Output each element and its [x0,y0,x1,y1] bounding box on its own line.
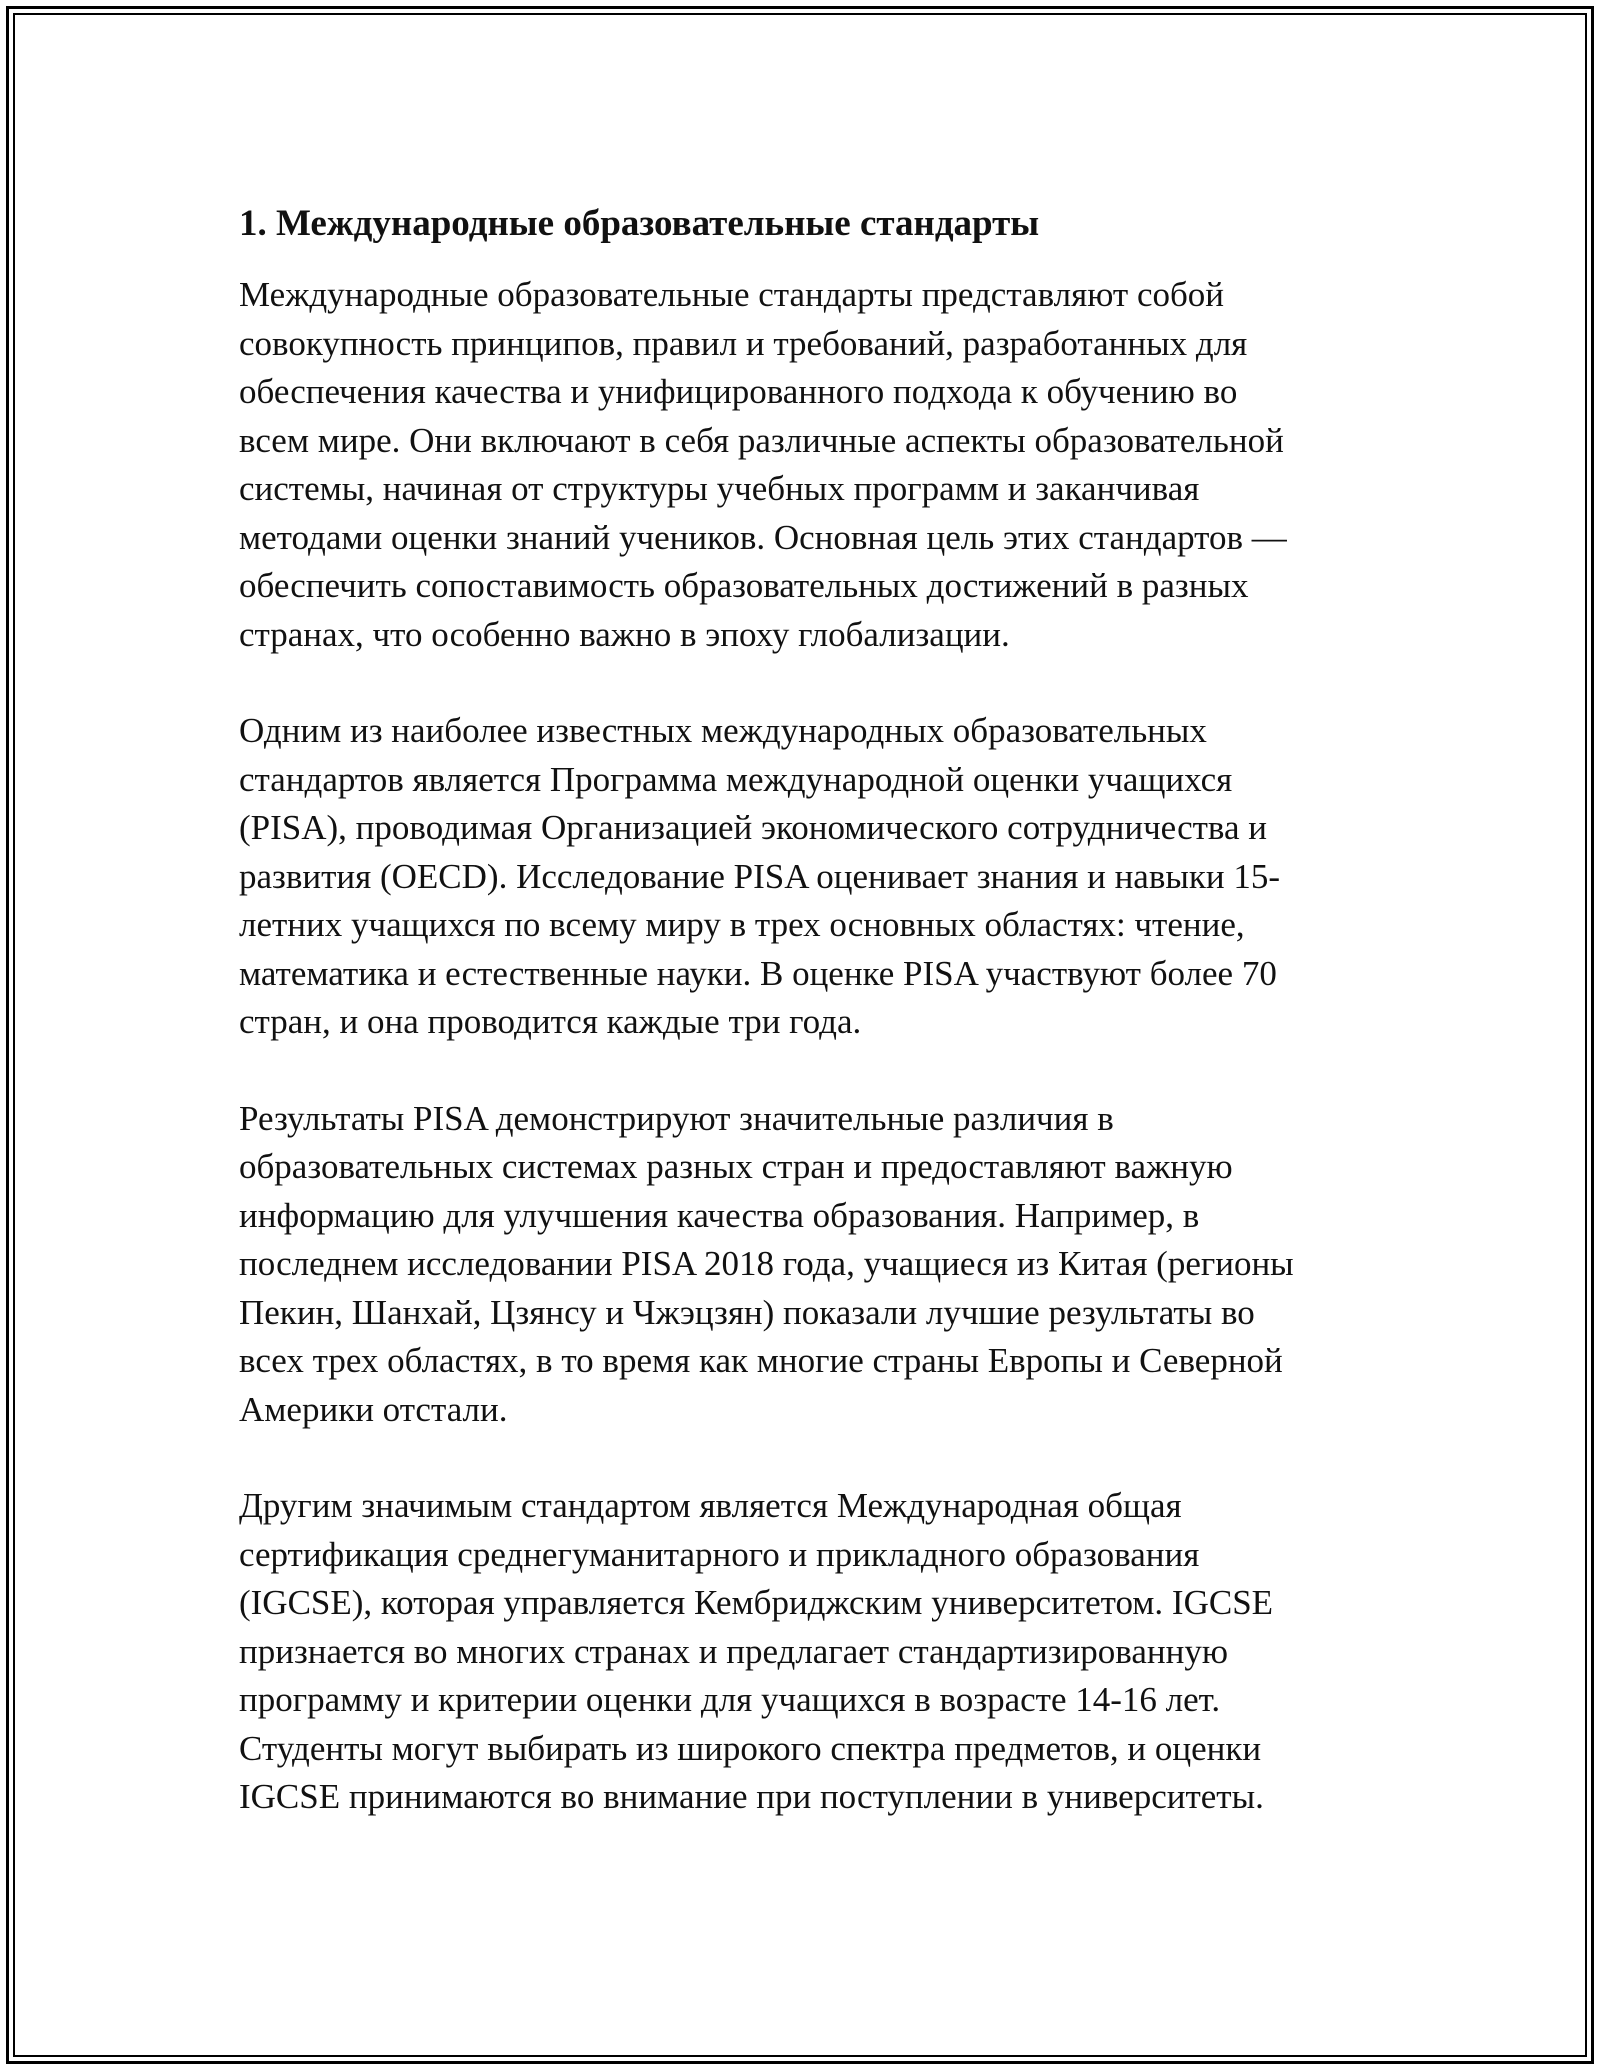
text-line: летних учащихся по всему миру в трех основных областях: чтение, [239,905,1245,944]
text-line: Результаты PISA демонстрируют значительные различия в [239,1098,1114,1138]
section-title: 1. Международные образовательные стандарты [239,203,1040,244]
text-line: математика и естественные науки. В оценке PISA участвуют более 70 [239,953,1277,993]
text-line: IGCSE принимаются во внимание при поступлении в университеты. [239,1777,1264,1816]
text-line: (PISA), проводимая Организацией экономического сотрудничества и [239,808,1267,847]
text-line: обеспечения качества и унифицированного подхода к обучению во [239,372,1238,411]
text-line: Пекин, Шанхай, Цзянсу и Чжэцзян) показали лучшие результаты во [239,1292,1255,1332]
paragraph-1 [239,271,1389,659]
text-line: стран, и она проводится каждые три года. [239,1002,862,1041]
text-line: обеспечить сопоставимость образовательных достижений в разных [239,566,1249,605]
text-line: признается во многих странах и предлагает стандартизированную [239,1631,1229,1671]
text-line: методами оценки знаний учеников. Основная цель этих стандартов — [239,517,1287,557]
document-content [239,199,1389,1870]
paragraph-4 [239,1482,1389,1822]
text-line: Америки отстали. [239,1389,508,1429]
text-line: Международные образовательные стандарты представляют собой [239,275,1225,314]
text-line: всех трех областях, в то время как многие страны Европы и Северной [239,1341,1283,1380]
document-page [6,6,1594,2064]
text-line: стандартов является Программа международной оценки учащихся [239,759,1233,799]
text-line: программу и критерии оценки для учащихся в возрасте 14-16 лет. [239,1680,1221,1719]
text-line: развития (OECD). Исследование PISA оценивает знания и навыки 15- [239,856,1281,896]
body-text [239,271,1389,1822]
text-line: системы, начиная от структуры учебных программ и заканчивая [239,469,1200,508]
text-line: Студенты могут выбирать из широкого спектра предметов, и оценки [239,1728,1262,1768]
paragraph-3 [239,1095,1389,1435]
text-line: образовательных системах разных стран и предоставляют важную [239,1147,1233,1186]
text-line: последнем исследовании PISA 2018 года, учащиеся из Китая (регионы [239,1244,1294,1283]
text-line: Другим значимым стандартом является Международная общая [239,1486,1182,1525]
text-line: информацию для улучшения качества образования. Например, в [239,1195,1200,1235]
text-line: сертификация среднегуманитарного и прикладного образования [239,1534,1200,1574]
text-line: странах, что особенно важно в эпоху глобализации. [239,614,1010,654]
paragraph-2 [239,707,1389,1047]
text-line: всем мире. Они включают в себя различные аспекты образовательной [239,420,1284,460]
text-line: (IGCSE), которая управляется Кембриджским университетом. IGCSE [239,1583,1274,1622]
text-line: совокупность принципов, правил и требований, разработанных для [239,323,1248,363]
text-line: Одним из наиболее известных международных образовательных [239,711,1207,750]
